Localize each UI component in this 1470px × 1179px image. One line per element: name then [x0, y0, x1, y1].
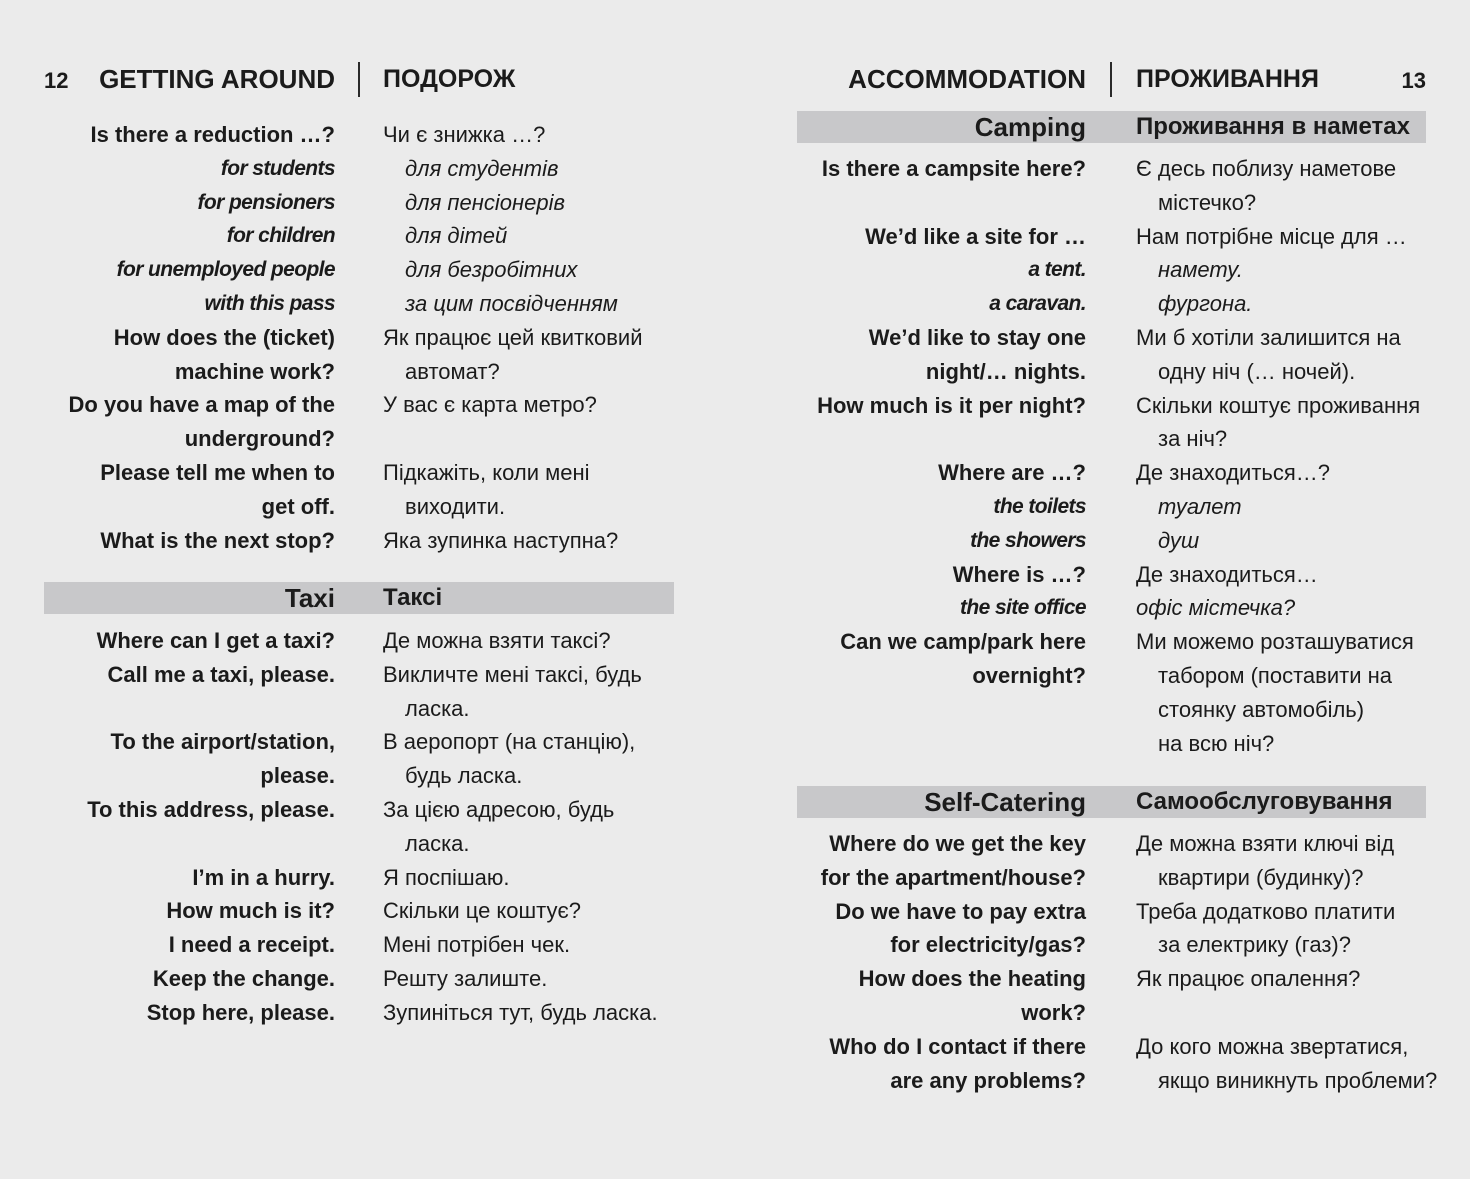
ukrainian-translation: Яка зупинка наступна? — [383, 527, 619, 553]
ukrainian-translation: ласка. — [405, 695, 470, 721]
phrase-row — [791, 456, 1466, 490]
english-phrase: for pensioners — [197, 190, 335, 214]
ukrainian-translation: табором (поставити на — [1158, 662, 1392, 688]
ukrainian-translation: Як працює опалення? — [1136, 966, 1361, 992]
english-phrase: a tent. — [1028, 258, 1086, 282]
ukrainian-translation: Скільки коштує проживання — [1136, 392, 1421, 418]
phrase-row — [40, 321, 713, 355]
ukrainian-translation: Де можна взяти ключі від — [1136, 831, 1395, 856]
ukrainian-translation: Нам потрібне місце для … — [1136, 223, 1407, 249]
running-title-en: GETTING AROUND — [99, 64, 335, 94]
ukrainian-translation: квартири (будинку)? — [1158, 864, 1364, 890]
phrase-row — [791, 524, 1466, 558]
phrase-row — [791, 625, 1466, 659]
section-heading-uk: Самообслуговування — [1136, 788, 1393, 815]
phrase-row — [791, 321, 1466, 355]
phrase-row — [40, 793, 713, 827]
english-phrase: What is the next stop? — [100, 527, 335, 553]
english-phrase: for electricity/gas? — [890, 932, 1086, 958]
phrase-row — [791, 422, 1466, 456]
english-phrase: Where is …? — [952, 561, 1086, 587]
english-phrase: get off. — [261, 493, 335, 519]
phrase-row — [791, 962, 1466, 996]
ukrainian-translation: За цією адресою, будь — [383, 796, 615, 822]
ukrainian-translation: для студентів — [405, 155, 559, 181]
ukrainian-translation: для дітей — [405, 223, 508, 249]
ukrainian-translation: Скільки це коштує? — [383, 898, 581, 924]
english-phrase: To the airport/station, — [110, 729, 335, 755]
phrase-row — [40, 287, 713, 321]
phrase-row — [40, 422, 713, 456]
ukrainian-translation: Я поспішаю. — [383, 864, 510, 890]
section-heading-bar — [797, 111, 1426, 143]
title-divider — [1110, 62, 1112, 97]
running-title-uk: ПРОЖИВАННЯ — [1136, 65, 1319, 93]
english-phrase: Can we camp/park here — [840, 629, 1086, 655]
english-phrase: We’d like to stay one — [868, 324, 1086, 350]
phrase-row — [791, 1064, 1466, 1098]
english-phrase: Where do we get the key — [829, 831, 1086, 856]
english-phrase: How does the heating — [858, 966, 1086, 992]
phrase-row — [40, 894, 713, 928]
english-phrase: How much is it per night? — [817, 392, 1086, 418]
ukrainian-translation: Ми б хотіли залишится на — [1136, 324, 1401, 350]
english-phrase: Who do I contact if there — [829, 1033, 1086, 1059]
ukrainian-translation: за ніч? — [1158, 426, 1228, 452]
phrase-row — [791, 253, 1466, 287]
ukrainian-translation: для пенсіонерів — [405, 189, 565, 215]
english-phrase: Where are …? — [938, 460, 1086, 486]
phrase-row — [791, 152, 1466, 186]
english-phrase: for children — [226, 224, 335, 248]
english-phrase: To this address, please. — [87, 796, 335, 822]
english-phrase: Where can I get a taxi? — [96, 628, 335, 653]
phrase-row — [791, 1030, 1466, 1064]
ukrainian-translation: стоянку автомобіль) — [1158, 696, 1365, 722]
phrase-row — [40, 928, 713, 962]
ukrainian-translation: виходити. — [405, 493, 506, 519]
running-title-uk: ПОДОРОЖ — [383, 65, 516, 93]
english-phrase: How does the (ticket) — [113, 324, 335, 350]
ukrainian-translation: за цим посвідченням — [405, 290, 618, 316]
phrase-row — [40, 827, 713, 861]
ukrainian-translation: ласка. — [405, 830, 470, 856]
phrase-row — [791, 558, 1466, 592]
english-phrase: are any problems? — [890, 1067, 1086, 1093]
phrase-list — [40, 624, 713, 1030]
ukrainian-translation: Де можна взяти таксі? — [383, 628, 611, 653]
english-phrase: I’m in a hurry. — [192, 864, 335, 890]
phrase-row — [40, 624, 713, 658]
english-phrase: Please tell me when to — [100, 459, 335, 485]
english-phrase: Is there a campsite here? — [821, 156, 1086, 181]
phrase-row — [40, 725, 713, 759]
ukrainian-translation: До кого можна звертатися, — [1136, 1033, 1409, 1059]
phrase-row — [40, 388, 713, 422]
phrase-row — [40, 861, 713, 895]
ukrainian-translation: за електрику (газ)? — [1158, 932, 1351, 958]
english-phrase: We’d like a site for … — [865, 223, 1086, 249]
ukrainian-translation: офіс містечка? — [1136, 595, 1296, 621]
phrase-row — [791, 861, 1466, 895]
ukrainian-translation: на всю ніч? — [1158, 730, 1275, 756]
english-phrase: I need a receipt. — [168, 932, 335, 958]
english-phrase: Stop here, please. — [146, 999, 335, 1025]
page-right — [735, 0, 1470, 1179]
ukrainian-translation: Є десь поблизу наметове — [1136, 156, 1397, 181]
ukrainian-translation: Підкажіть, коли мені — [383, 459, 590, 485]
phrase-row — [791, 186, 1466, 220]
ukrainian-translation: намету. — [1158, 257, 1243, 283]
english-phrase: with this pass — [204, 291, 335, 315]
phrase-row — [791, 693, 1466, 727]
phrase-row — [40, 219, 713, 253]
english-phrase: Keep the change. — [152, 965, 335, 991]
phrase-row — [791, 827, 1466, 861]
english-phrase: overnight? — [972, 662, 1086, 688]
page-number: 12 — [44, 68, 69, 93]
ukrainian-translation: Решту залиште. — [383, 965, 548, 991]
english-phrase: night/… nights. — [925, 358, 1086, 384]
english-phrase: Do we have to pay extra — [835, 898, 1086, 924]
section-heading-bar — [44, 582, 674, 614]
phrase-list — [40, 118, 713, 557]
phrase-row — [40, 118, 713, 152]
ukrainian-translation: Зупиніться тут, будь ласка. — [383, 999, 658, 1025]
section-heading-en: Self-Catering — [924, 787, 1086, 817]
ukrainian-translation: фургона. — [1158, 291, 1253, 317]
phrase-row — [791, 490, 1466, 524]
phrase-row — [40, 253, 713, 287]
phrase-row — [40, 456, 713, 490]
english-phrase: underground? — [184, 426, 335, 452]
ukrainian-translation: Де знаходиться… — [1136, 561, 1318, 587]
section-heading-en: Taxi — [284, 583, 335, 613]
phrase-row — [791, 287, 1466, 321]
section-heading-en: Camping — [974, 112, 1086, 142]
english-phrase: Do you have a map of the — [68, 392, 335, 418]
ukrainian-translation: Де знаходиться…? — [1136, 460, 1331, 486]
english-phrase: machine work? — [174, 358, 335, 384]
ukrainian-translation: Чи є знижка …? — [383, 122, 546, 147]
section-heading-uk: Таксі — [383, 584, 443, 611]
phrase-row — [40, 490, 713, 524]
english-phrase: the site office — [960, 596, 1086, 620]
english-phrase: the showers — [970, 528, 1086, 552]
english-phrase: work? — [1021, 999, 1086, 1025]
phrase-list — [791, 152, 1466, 760]
section-heading-bar — [797, 786, 1426, 818]
english-phrase: Is there a reduction …? — [90, 122, 335, 147]
phrase-row — [40, 658, 713, 692]
phrase-row — [791, 389, 1466, 423]
english-phrase: a caravan. — [989, 292, 1086, 316]
ukrainian-translation: будь ласка. — [405, 763, 523, 789]
ukrainian-translation: душ — [1158, 527, 1200, 553]
page-number: 13 — [1401, 68, 1426, 93]
english-phrase: the toilets — [993, 494, 1086, 518]
phrase-row — [791, 355, 1466, 389]
title-divider — [358, 62, 360, 97]
ukrainian-translation: містечко? — [1158, 189, 1257, 215]
phrase-row — [40, 962, 713, 996]
english-phrase: for unemployed people — [116, 258, 335, 282]
ukrainian-translation: Ми можемо розташуватися — [1136, 629, 1414, 655]
ukrainian-translation: якщо виникнуть проблеми? — [1158, 1067, 1438, 1093]
phrase-row — [40, 759, 713, 793]
ukrainian-translation: Викличте мені таксі, будь — [383, 661, 642, 687]
english-phrase: for students — [220, 156, 335, 180]
ukrainian-translation: Треба додатково платити — [1136, 898, 1396, 924]
ukrainian-translation: туалет — [1158, 493, 1242, 519]
ukrainian-translation: одну ніч (… ночей). — [1158, 358, 1356, 384]
english-phrase: Call me a taxi, please. — [107, 661, 335, 687]
phrase-row — [40, 996, 713, 1030]
ukrainian-translation: Мені потрібен чек. — [383, 932, 571, 958]
phrase-row — [791, 928, 1466, 962]
running-title-en: ACCOMMODATION — [848, 64, 1086, 94]
english-phrase: for the apartment/house? — [820, 864, 1086, 890]
english-phrase: How much is it? — [166, 898, 335, 924]
ukrainian-translation: для безробітних — [405, 257, 578, 283]
ukrainian-translation: автомат? — [405, 358, 500, 384]
phrase-row — [791, 895, 1466, 929]
phrase-row — [791, 996, 1466, 1030]
phrase-list — [791, 827, 1466, 1097]
phrase-row — [40, 524, 713, 558]
section-heading-uk: Проживання в наметах — [1136, 113, 1410, 140]
english-phrase: please. — [260, 763, 335, 789]
phrase-row — [791, 727, 1466, 761]
phrase-row — [40, 355, 713, 389]
phrase-row — [40, 692, 713, 726]
ukrainian-translation: Як працює цей квитковий — [383, 324, 643, 350]
phrase-row — [791, 659, 1466, 693]
ukrainian-translation: В аеропорт (на станцію), — [383, 729, 636, 755]
phrase-row — [791, 220, 1466, 254]
phrase-row — [791, 591, 1466, 625]
ukrainian-translation: У вас є карта метро? — [383, 392, 597, 418]
phrase-row — [40, 152, 713, 186]
phrase-row — [40, 186, 713, 220]
